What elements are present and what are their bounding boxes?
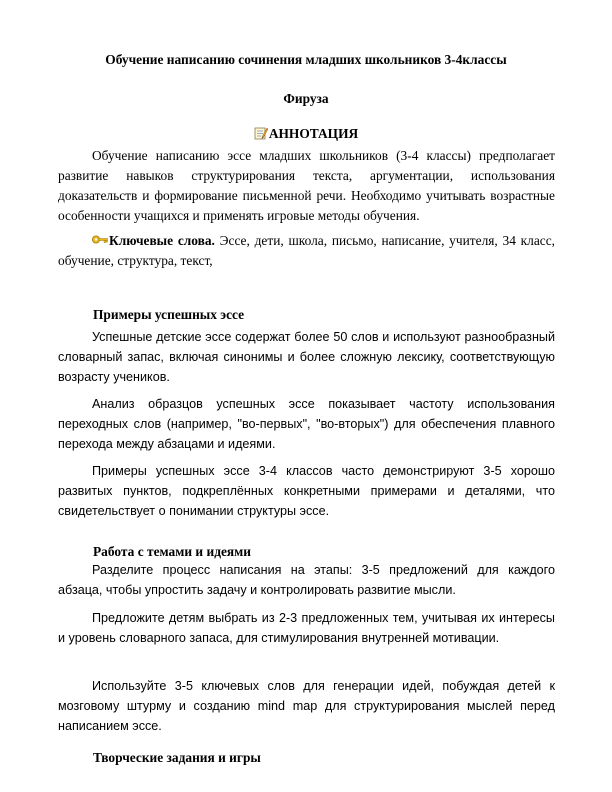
topics-paragraph-1: Разделите процесс написания на этапы: 3-5 предложений для каждого абзаца, чтобы упростить задачу и контролировать развитие мысли. (58, 563, 555, 597)
document-author: Фируза (283, 91, 329, 106)
document-title: Обучение написанию сочинения младших школьников 3-4классы (105, 52, 507, 67)
examples-paragraph-3: Примеры успешных эссе 3-4 классов часто демонстрируют 3-5 хорошо развитых пунктов, подкреплённых конкретными примерами и деталями, что свидетельствует о понимании структуры эссе. (58, 464, 555, 518)
section-heading-creative: Творческие задания и игры (93, 750, 261, 765)
examples-paragraph-2: Анализ образцов успешных эссе показывает частоту использования переходных слов (например, "во-первых", "во-вторых") для обеспечения плавного перехода между абзацами и идеями. (58, 397, 555, 451)
annotation-heading-row (0, 126, 612, 142)
annotation-heading: АННОТАЦИЯ (268, 126, 359, 141)
section-heading-topics: Работа с темами и идеями (93, 544, 251, 559)
topics-paragraph-3: Используйте 3-5 ключевых слов для генерации идей, побуждая детей к мозговому штурму и созданию mind map для структурирования мыслей перед написанием эссе. (58, 679, 555, 733)
keywords-label: Ключевые слова. (109, 233, 215, 248)
section-heading-examples: Примеры успешных эссе (93, 307, 245, 322)
keywords-paragraph (58, 231, 555, 271)
memo-icon (254, 126, 268, 140)
topics-paragraph-2: Предложите детям выбрать из 2-3 предложенных тем, учитывая их интересы и уровень словарного запаса, для стимулирования внутренней мотивации. (58, 611, 555, 645)
key-icon (92, 232, 108, 245)
annotation-paragraph: Обучение написанию эссе младших школьников (3-4 классы) предполагает развитие навыков структурирования текста, аргументации, использования доказательств и формирование письменной речи. Необходимо учитывать возрастные особенности учащихся и применять игровые методы обучения. (58, 148, 555, 223)
examples-paragraph-1: Успешные детские эссе содержат более 50 слов и используют разнообразный словарный запас, включая синонимы и более сложную лексику, соответствующую возрасту учеников. (58, 330, 555, 384)
keywords-text: Эссе, дети, школа, письмо, написание, учителя, 34 класс, обучение, структура, текст, (58, 233, 556, 268)
